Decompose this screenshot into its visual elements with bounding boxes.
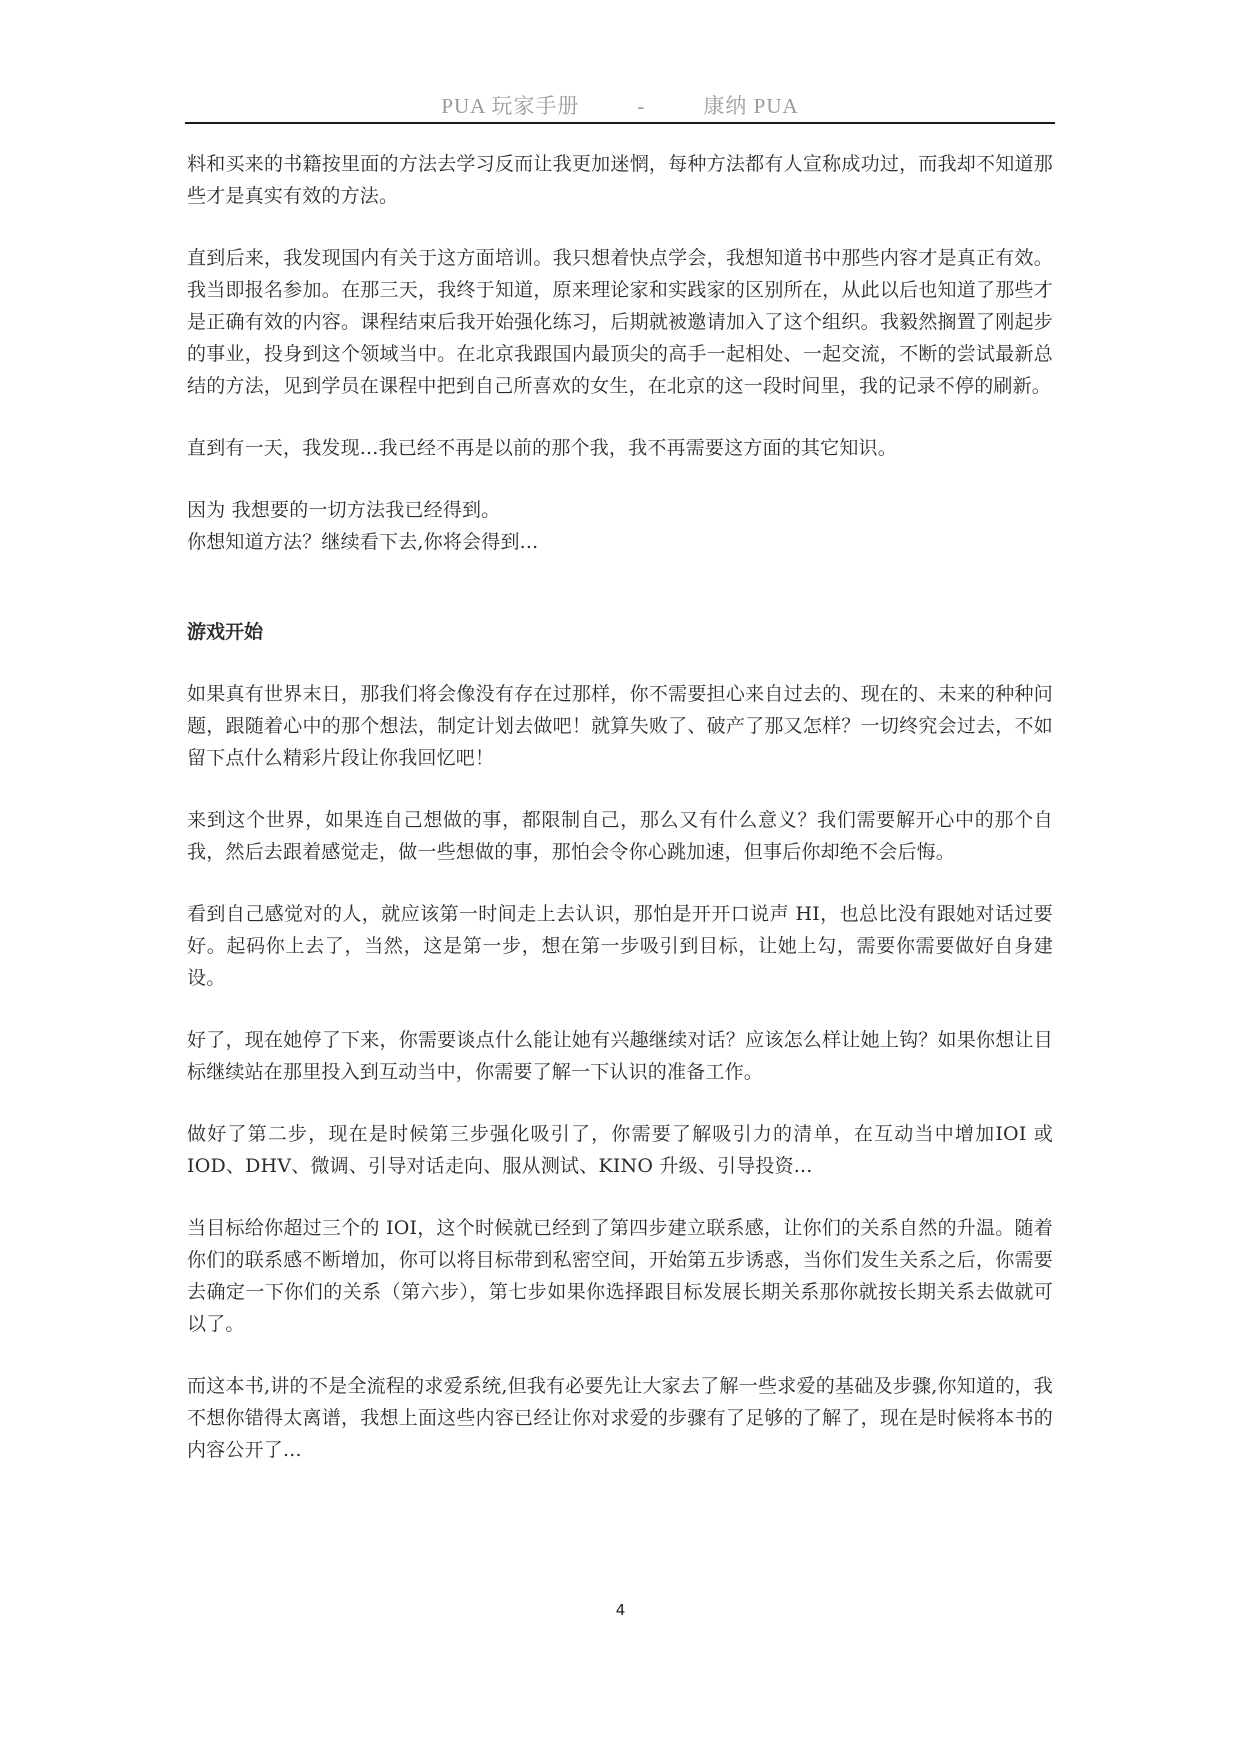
paragraph-intro-5: 你想知道方法？继续看下去,你将会得到... xyxy=(187,531,539,553)
section-spacer xyxy=(187,558,1053,616)
paragraph-main-7: 而这本书,讲的不是全流程的求爱系统,但我有必要先让大家去了解一些求爱的基础及步骤,你知道的，我不想你错得太离谱，我想上面这些内容已经让你对求爱的步骤有了足够的了解了，现在是时候将本书的内容公开了... xyxy=(187,1375,1053,1461)
paragraph-main-6: 当目标给你超过三个的 IOI，这个时候就已经到了第四步建立联系感，让你们的关系自然的升温。随着你们的联系感不断增加，你可以将目标带到私密空间，开始第五步诱惑，当你们发生关系之后，你需要去确定一下你们的关系（第六步），第七步如果你选择跟目标发展长期关系那你就按长期关系去做就可以了。 xyxy=(187,1217,1053,1335)
running-header xyxy=(185,90,1055,124)
paragraph-main-1: 如果真有世界末日，那我们将会像没有存在过那样，你不需要担心来自过去的、现在的、未来的种种问题，跟随着心中的那个想法，制定计划去做吧！就算失败了、破产了那又怎样？一切终究会过去，不如留下点什么精彩片段让你我回忆吧！ xyxy=(187,683,1053,769)
header-separator: - xyxy=(637,94,646,118)
paragraph-intro-1: 料和买来的书籍按里面的方法去学习反而让我更加迷惘，每种方法都有人宣称成功过，而我却不知道那些才是真实有效的方法。 xyxy=(187,153,1053,207)
header-author: 康纳 PUA xyxy=(703,94,799,118)
header-rule xyxy=(185,122,1055,124)
paragraph-main-3: 看到自己感觉对的人，就应该第一时间走上去认识，那怕是开开口说声 HI，也总比没有跟她对话过要好。起码你上去了，当然，这是第一步，想在第一步吸引到目标，让她上勾，需要你需要做好自身建设。 xyxy=(187,903,1053,989)
page-number: 4 xyxy=(615,1601,626,1619)
page-body xyxy=(187,148,1053,1496)
section-heading: 游戏开始 xyxy=(187,621,264,643)
paragraph-main-4: 好了，现在她停了下来，你需要谈点什么能让她有兴趣继续对话？应该怎么样让她上钩？如果你想让目标继续站在那里投入到互动当中，你需要了解一下认识的准备工作。 xyxy=(187,1029,1053,1083)
paragraph-intro-4: 因为 我想要的一切方法我已经得到。 xyxy=(187,499,501,521)
paragraph-intro-3: 直到有一天，我发现...我已经不再是以前的那个我，我不再需要这方面的其它知识。 xyxy=(187,437,897,459)
paragraph-intro-2: 直到后来，我发现国内有关于这方面培训。我只想着快点学会，我想知道书中那些内容才是真正有效。我当即报名参加。在那三天，我终于知道，原来理论家和实践家的区别所在，从此以后也知道了那些才是正确有效的内容。课程结束后我开始强化练习，后期就被邀请加入了这个组织。我毅然搁置了刚起步的事业，投身到这个领域当中。在北京我跟国内最顶尖的高手一起相处、一起交流，不断的尝试最新总结的方法，见到学员在课程中把到自己所喜欢的女生，在北京的这一段时间里，我的记录不停的刷新。 xyxy=(187,247,1053,397)
paragraph-main-5: 做好了第二步，现在是时候第三步强化吸引了，你需要了解吸引力的清单，在互动当中增加IOI 或 IOD、DHV、微调、引导对话走向、服从测试、KINO 升级、引导投资... xyxy=(187,1123,1053,1177)
header-book-title: PUA 玩家手册 xyxy=(441,94,580,118)
paragraph-main-2: 来到这个世界，如果连自己想做的事，都限制自己，那么又有什么意义？我们需要解开心中的那个自我，然后去跟着感觉走，做一些想做的事，那怕会令你心跳加速，但事后你却绝不会后悔。 xyxy=(187,809,1053,863)
